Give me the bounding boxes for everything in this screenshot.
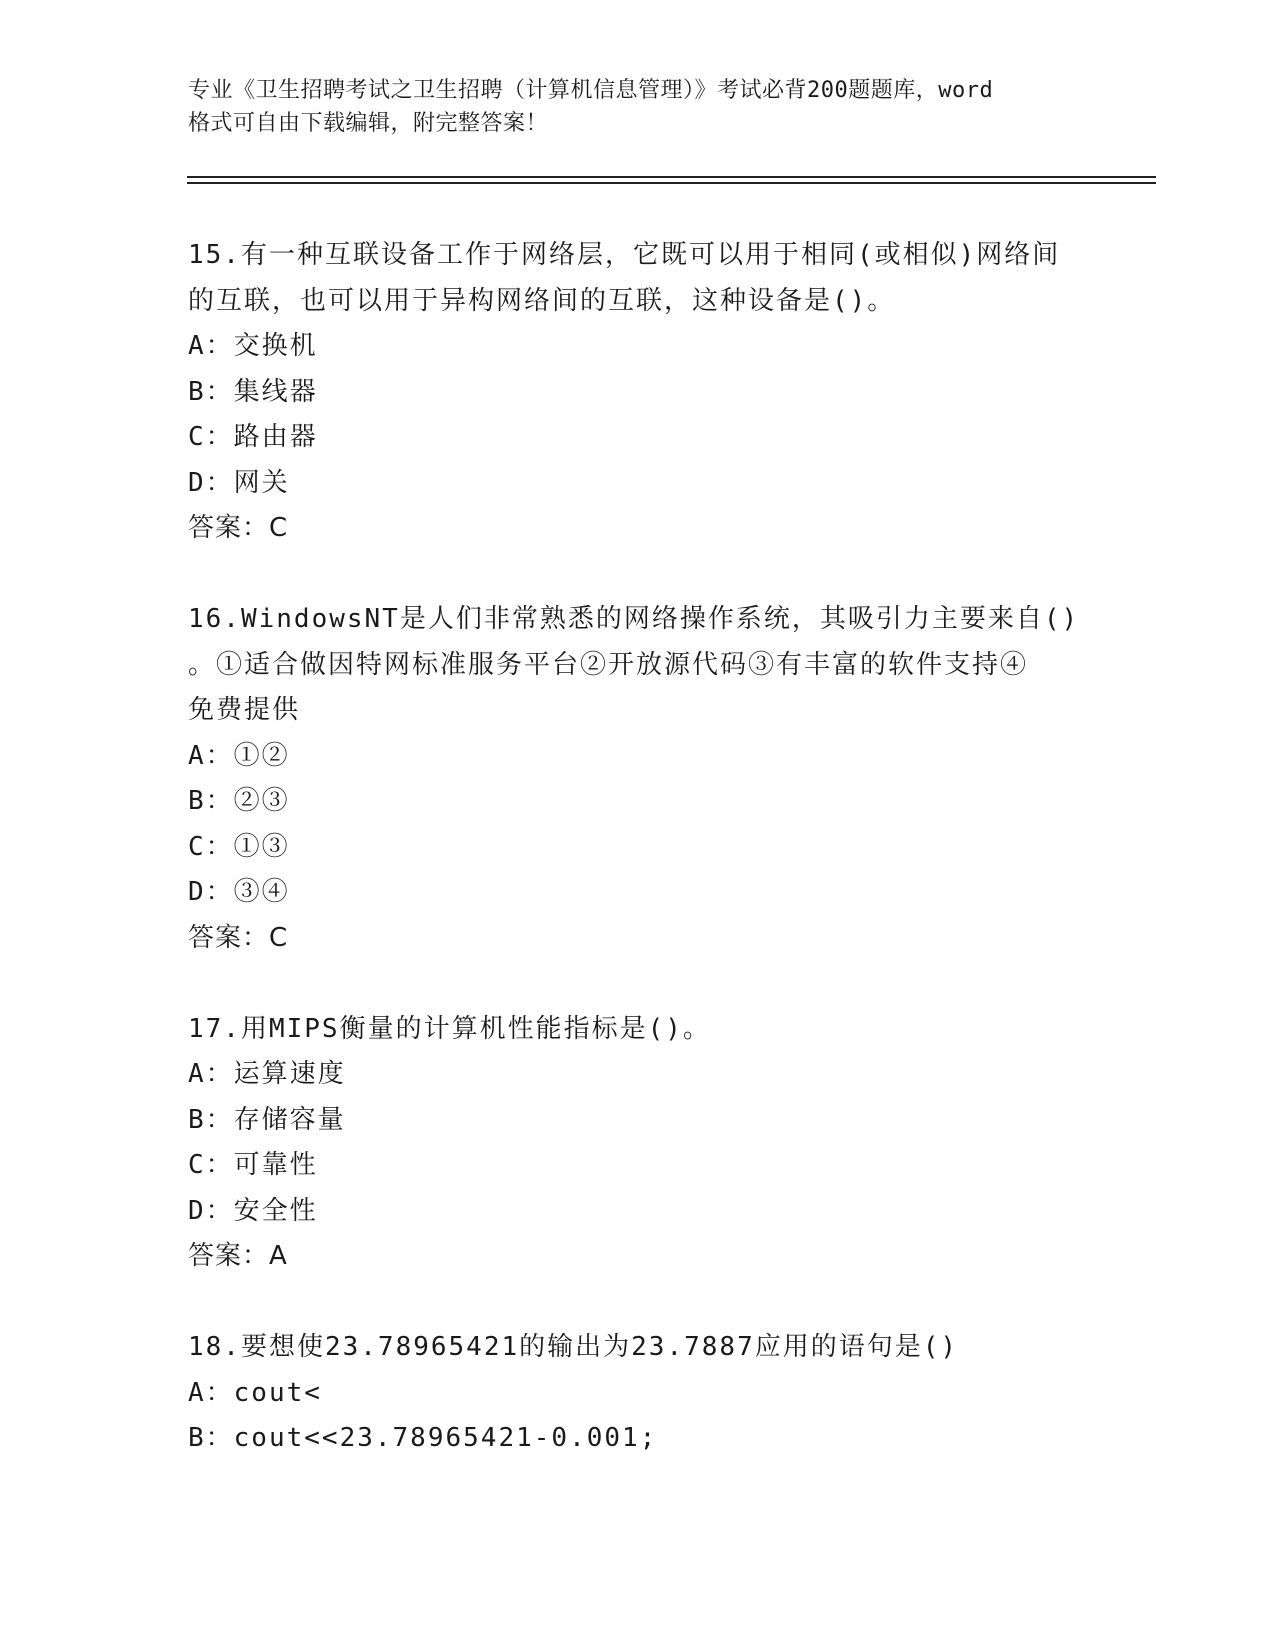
option-a: A：运算速度 bbox=[188, 1059, 346, 1089]
answer-line: 答案：C bbox=[188, 922, 289, 953]
question-18 bbox=[188, 1325, 1088, 1462]
question-spacer bbox=[188, 961, 1088, 1007]
option-a: A：交换机 bbox=[188, 331, 318, 361]
header-line-1: 专业《卫生招聘考试之卫生招聘（计算机信息管理）》考试必背200题题库，word bbox=[188, 78, 994, 103]
option-b: B：②③ bbox=[188, 786, 290, 816]
option-d: D：安全性 bbox=[188, 1195, 318, 1226]
document-header bbox=[188, 74, 1088, 140]
header-divider-bottom bbox=[187, 182, 1156, 184]
question-stem-line: 16.WindowsNT是人们非常熟悉的网络操作系统，其吸引力主要来自() bbox=[188, 604, 1080, 634]
option-a: A：cout< bbox=[188, 1377, 322, 1408]
option-d: D：网关 bbox=[188, 467, 290, 498]
option-b: B：存储容量 bbox=[188, 1104, 346, 1135]
question-16 bbox=[188, 597, 1088, 961]
header-line-2: 格式可自由下载编辑，附完整答案！ bbox=[188, 111, 549, 136]
option-c: C：①③ bbox=[188, 831, 290, 862]
answer-line: 答案：A bbox=[188, 1241, 288, 1271]
question-spacer bbox=[188, 552, 1088, 598]
question-stem-line: 免费提供 bbox=[188, 695, 301, 725]
option-c: C：可靠性 bbox=[188, 1150, 318, 1180]
question-stem-line: 的互联，也可以用于异构网络间的互联，这种设备是()。 bbox=[188, 285, 896, 316]
answer-line: 答案：C bbox=[188, 513, 289, 543]
question-stem-line: 17.用MIPS衡量的计算机性能指标是()。 bbox=[188, 1013, 711, 1044]
question-17 bbox=[188, 1007, 1088, 1280]
option-c: C：路由器 bbox=[188, 422, 318, 452]
option-a: A：①② bbox=[188, 740, 290, 771]
option-d: D：③④ bbox=[188, 877, 290, 907]
header-divider-top bbox=[187, 176, 1156, 178]
question-stem-line: 15.有一种互联设备工作于网络层，它既可以用于相同(或相似)网络间 bbox=[188, 240, 1061, 270]
question-list bbox=[188, 233, 1088, 1462]
option-b: B：cout<<23.78965421-0.001; bbox=[188, 1423, 658, 1453]
question-15 bbox=[188, 233, 1088, 552]
question-stem-line: 。①适合做因特网标准服务平台②开放源代码③有丰富的软件支持④ bbox=[188, 649, 1029, 680]
option-b: B：集线器 bbox=[188, 376, 318, 407]
question-stem-line: 18.要想使23.78965421的输出为23.7887应用的语句是() bbox=[188, 1332, 959, 1362]
question-spacer bbox=[188, 1280, 1088, 1326]
